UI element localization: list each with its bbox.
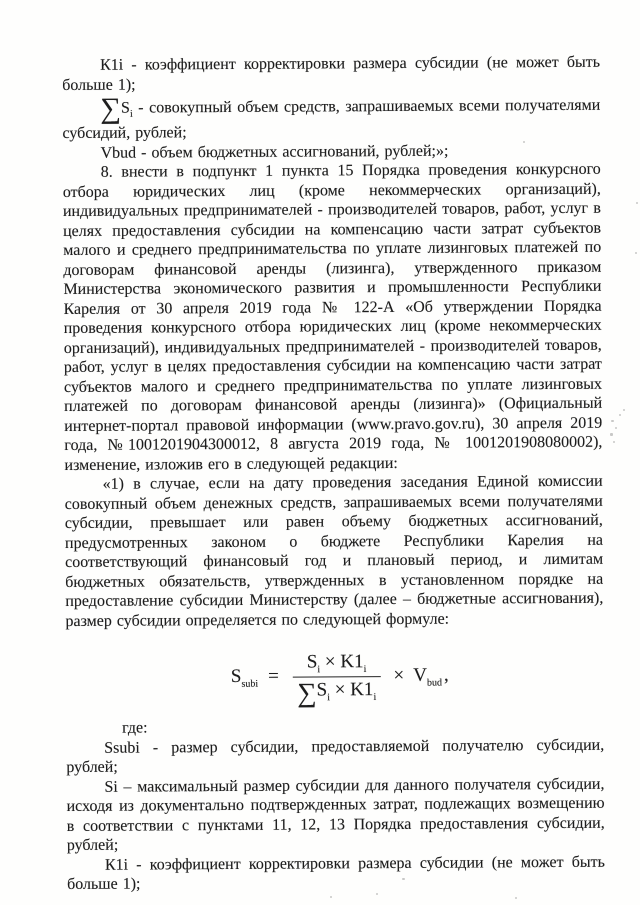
sigma-symbol: ∑: [297, 677, 317, 708]
paragraph-k1i-definition-bottom: К1i - коэффициент корректировки размера субсидии (не может быть больше 1);: [67, 853, 605, 893]
formula-multiply: ×: [393, 664, 405, 686]
paragraph-k1i-definition-top: К1i - коэффициент корректировки размера субсидии (не может быть больше 1);: [62, 53, 601, 94]
paragraph-where: где:: [122, 719, 148, 737]
paragraph-si-definition: Si – максимальный размер субсидии для данного получателя субсидии, исходя из документально подтвержденных затрат, подлежащих возмещению в соответствии с пунктами 11, 12, 13 Порядка предоставления субсидии, рублей;: [66, 775, 605, 854]
scan-artifact: [611, 420, 614, 422]
sigma-symbol: ∑: [100, 92, 122, 125]
scan-artifact: [330, 896, 332, 898]
formula-lhs: $S_{subi}$: [230, 665, 259, 690]
scan-artifact: [613, 441, 615, 443]
sum-term-subscript: i: [129, 108, 133, 120]
scan-artifact: [636, 202, 638, 204]
formula-rhs: $V_{bud}$: [413, 664, 442, 689]
scan-artifact: [615, 427, 617, 429]
scan-artifact: [515, 897, 517, 899]
sum-term-base: S: [120, 99, 130, 117]
scan-artifact: [376, 893, 378, 895]
formula-equals: =: [268, 665, 279, 687]
scan-artifact: [610, 433, 613, 436]
scan-artifact: [619, 414, 621, 416]
paragraph-case-1: «1) в случае, если на дату проведения заседания Единой комиссии совокупный объем денежных средств, запрашиваемых всеми получателями субсидии, превышает или равен объему бюджетных ассигнований, предусмотренных законом о бюджете Республики Карелия на соответствующий финансовый год и плановый период, и лимитам бюджетных обязательств, утвержденных в установленном порядке на предоставление субсидии Министерству (далее – бюджетные ассигнования), размер субсидии определяется по следующей формуле:: [64, 472, 604, 630]
formula-numerator: $S_i \times K1_i$: [293, 651, 381, 678]
formula-comma: ,: [443, 664, 449, 686]
paragraph-vbud-definition: Vbud - объем бюджетных ассигнований, рублей;»;: [100, 142, 449, 162]
scan-artifact: [523, 141, 525, 143]
paragraph-item-8: 8. внести в подпункт 1 пункта 15 Порядка проведения конкурсного отбора юридических лиц (кроме некоммерческих организаций), индивидуальных предпринимателей - производителей товаров, работ, услуг в целях предоставления субсидии на компенсацию части затрат субъектов малого и среднего предпринимательства по уплате лизинговых платежей по договорам финансовой аренды (лизинга), утвержденного приказом Министерства экономического развития и промышленности Республики Карелия от 30 апреля 2019 года № 122-А «Об утверждении Порядка проведения конкурсного отбора юридических лиц (кроме некоммерческих организаций), индивидуальных предпринимателей - производителей товаров, работ, услуг в целях предоставления субсидии на компенсацию части затрат субъектов малого и среднего предпринимательства по уплате лизинговых платежей по договорам финансовой аренды (лизинга)» (Официальный интернет-портал правовой информации (www.pravo.gov.ru), 30 апреля 2019 года, №1001201904300012, 8 августа 2019 года, № 1001201908080002), изменение, изложив его в следующей редакции:: [62, 160, 603, 474]
scan-artifact: [623, 409, 625, 411]
sum-definition-text: - совокупный объем средств, запрашиваемых всеми получателями субсидий, рублей;: [62, 96, 601, 142]
subsidy-formula: [76, 650, 604, 708]
paragraph-sum-definition: [62, 92, 600, 144]
text-content: [62, 53, 605, 895]
scan-artifact: [402, 878, 405, 880]
paragraph-ssubi-definition: Ssubi - размер субсидии, предоставляемой получателю субсидии, рублей;: [66, 736, 605, 776]
scan-artifact: [635, 252, 637, 254]
formula-denominator: $\sum S_i \times K1_i$: [297, 677, 377, 708]
formula-fraction: [293, 651, 381, 708]
